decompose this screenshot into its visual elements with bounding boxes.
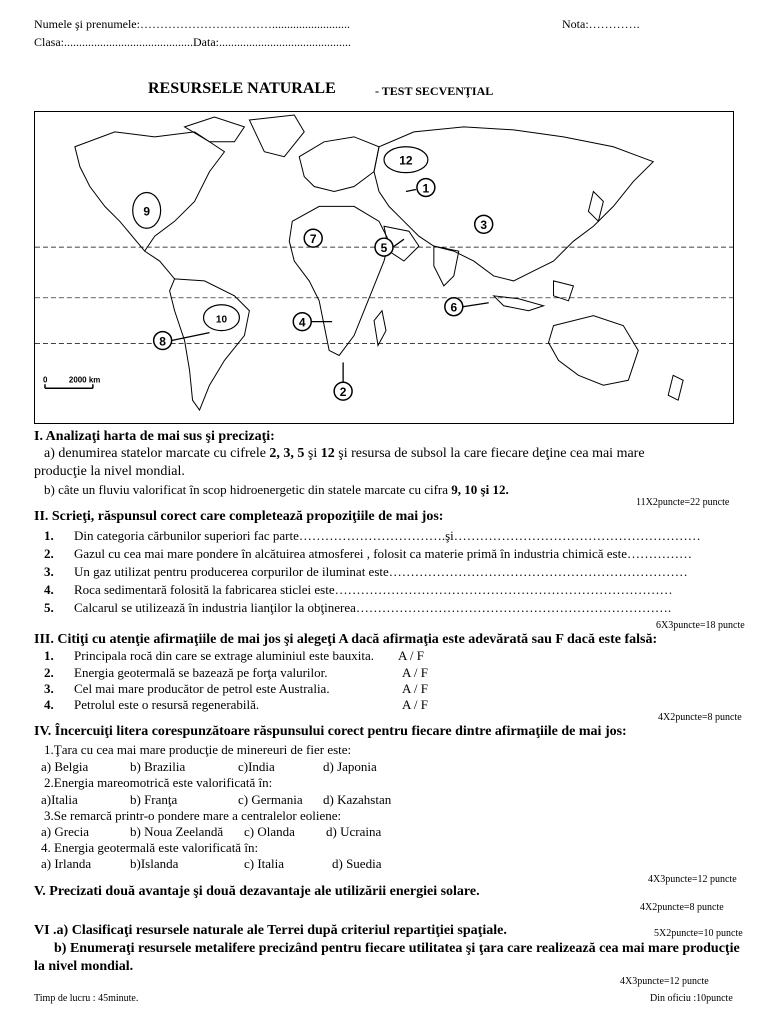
scale-zero: 0 [42,375,48,385]
answer-option[interactable]: b) Brazilia [130,759,186,774]
true-false-choice[interactable]: A / F [402,665,429,680]
page-title: RESURSELE NATURALE [148,80,336,97]
true-false-choice[interactable]: A / F [402,681,429,696]
answer-option[interactable]: d) Kazahstan [323,792,392,807]
section5-heading: V. Precizati două avantaje şi două dezavantaje ale utilizării energiei solare. [34,884,480,899]
section2-item: 2. Gazul cu cea mai mare pondere în alcătuirea atmosferei , folosit ca materie primă în industria chimică este…………… [44,546,692,561]
section4-question: 2.Energia mareomotrică este valorificată în: [44,775,273,790]
answer-option[interactable]: a) Irlanda [41,856,92,871]
map-label-2: 2 [339,385,347,400]
name-line: Numele şi prenumele:…………………………….......................... [34,17,350,31]
answer-option[interactable]: c) Germania [238,792,303,807]
map-label-8: 8 [159,334,166,349]
map-label-7: 7 [309,232,317,247]
section4-score: 4X3puncte=12 puncte [648,874,737,885]
page-subtitle: - TEST SECVENŢIAL [375,84,494,98]
map-label-1: 1 [422,181,430,196]
section6-a: VI .a) Clasificaţi resursele naturale ale Terrei după criteriul repartiţiei spaţiale. [34,923,507,938]
grade-line: Nota:…………. [562,17,640,31]
section3-item: 3. Cel mai mare producător de petrol este Australia. [44,681,330,696]
answer-option[interactable]: a) Belgia [41,759,89,774]
section4-question: 1.Ţara cu cea mai mare producţie de minereuri de fier este: [44,742,352,757]
answer-option[interactable]: c)India [238,759,275,774]
answer-option[interactable]: b)Islanda [130,856,179,871]
section4-question: 3.Se remarcă printr-o pondere mare a centralelor eoliene: [44,808,342,823]
answer-option[interactable]: a) Grecia [41,824,89,839]
map-label-5: 5 [380,241,388,256]
section6-b-line1: b) Enumeraţi resursele metalifere precizând pentru fiecare utilitatea şi ţara care realizează cea mai mare producţie [54,941,740,956]
section2-score: 6X3puncte=18 puncte [656,620,745,631]
section6-a-score: 5X2puncte=10 puncte [654,928,743,939]
map-label-4: 4 [298,315,306,330]
map-label-12: 12 [399,153,413,168]
map-label-6: 6 [450,300,458,315]
section3-heading: III. Citiţi cu atenţie afirmaţiile de mai jos şi alegeţi A dacă afirmaţia este adevărată sau F dacă este falsă: [34,632,658,647]
map-label-3: 3 [480,218,488,233]
map-label-9: 9 [143,204,151,219]
answer-option[interactable]: d) Ucraina [326,824,382,839]
class-date-line: Clasa:...........................................Data:............................................ [34,35,351,49]
section3-item: 1. Principala rocă din care se extrage aluminiul este bauxita. [44,648,374,663]
world-map [34,111,734,424]
footer-time: Timp de lucru : 45minute. [34,993,139,1004]
footer-office: Din oficiu :10puncte [650,993,733,1004]
true-false-choice[interactable]: A / F [398,648,425,663]
section2-item: 4. Roca sedimentară folosită la fabricarea sticlei este…………………………………………………………………… [44,582,673,597]
map-label-10: 10 [215,314,228,326]
section2-item: 3. Un gaz utilizat pentru producerea corpurilor de iluminat este…………………………………………………………… [44,564,688,579]
section3-item: 4. Petrolul este o resursă regenerabilă. [44,697,260,712]
section6-b-score: 4X3puncte=12 puncte [620,976,709,987]
section3-item: 2. Energia geotermală se bazează pe forţa valurilor. [44,665,328,680]
true-false-choice[interactable]: A / F [402,697,429,712]
answer-option[interactable]: b) Franţa [130,792,178,807]
answer-option[interactable]: b) Noua Zeelandă [130,824,224,839]
section4-heading: IV. Încercuiţi litera corespunzătoare răspunsului corect pentru fiecare dintre afirmaţiile de mai jos: [34,724,627,739]
section1-heading: I. Analizaţi harta de mai sus şi precizaţi: [34,429,275,444]
world-map-svg [35,112,733,423]
answer-option[interactable]: d) Japonia [323,759,377,774]
section2-item: 5. Calcarul se utilizează în industria lianţilor la obţinerea………………………………………………………………. [44,600,672,615]
section5-score: 4X2puncte=8 puncte [640,902,724,913]
section3-score: 4X2puncte=8 puncte [658,712,742,723]
answer-option[interactable]: a)Italia [41,792,78,807]
answer-option[interactable]: c) Olanda [244,824,295,839]
answer-option[interactable]: c) Italia [244,856,285,871]
section4-question: 4. Energia geotermală este valorificată în: [41,840,259,855]
section1-b: b) câte un fluviu valorificat în scop hidroenergetic din statele marcate cu cifra 9, 10 şi 12. [44,482,509,497]
section1-a-line1: a) denumirea statelor marcate cu cifrele 2, 3, 5 şi 12 şi resursa de subsol la care fiecare deţine cea mai mare [44,446,645,461]
section6-b-line2: la nivel mondial. [34,959,134,974]
section2-heading: II. Scrieţi, răspunsul corect care completează propoziţiile de mai jos: [34,509,444,524]
answer-option[interactable]: d) Suedia [332,856,382,871]
section1-score: 11X2puncte=22 puncte [636,497,730,508]
section2-item: 1. Din categoria cărbunilor superiori fac parte…………………………….şi………………………………………………… [44,528,701,543]
scale-label: 2000 km [68,375,101,385]
section1-a-line2: producţie la nivel mondial. [34,464,185,479]
